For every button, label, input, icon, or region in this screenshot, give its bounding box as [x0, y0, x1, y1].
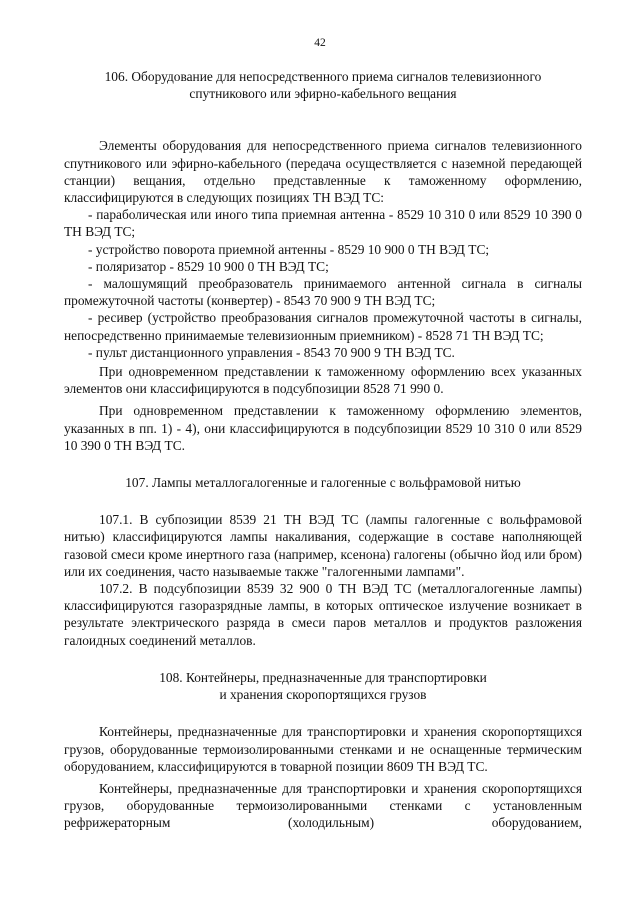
list-item: - ресивер (устройство преобразования сигналов промежуточной частоты в сигналы, непосредственно принимаемые телевизионным приемником) - 8528 71 ТН ВЭД ТС;	[64, 310, 582, 343]
paragraph: Контейнеры, предназначенные для транспортировки и хранения скоропортящихся грузов, оборудованные термоизолированными стенками и не оснащенные термическим оборудованием, классифицируются в товарной позиции 8609 ТН ВЭД ТС.	[64, 724, 582, 774]
list-item: - поляризатор - 8529 10 900 0 ТН ВЭД ТС;	[88, 258, 329, 274]
list-item: - малошумящий преобразователь принимаемого антенной сигнала в сигналы промежуточной частоты (конвертер) - 8543 70 900 9 ТН ВЭД ТС;	[64, 276, 582, 309]
list-item: - параболическая или иного типа приемная антенна - 8529 10 310 0 или 8529 10 390 0 ТН ВЭД ТС;	[64, 207, 582, 240]
paragraph: При одновременном представлении к таможенному оформлению элементов, указанных в пп. 1) - 4), они классифицируются в подсубпозиции 8529 10 310 0 или 8529 10 390 0 ТН ВЭД ТС.	[64, 403, 582, 453]
section-108	[64, 669, 582, 832]
paragraph: Контейнеры, предназначенные для транспортировки и хранения скоропортящихся грузов, оборудованные термоизолированными стенками с установленным рефрижераторным (холодильным) оборудованием,	[64, 780, 582, 831]
list-item: - пульт дистанционного управления - 8543 70 900 9 ТН ВЭД ТС.	[88, 344, 455, 360]
section-107	[64, 474, 582, 649]
section-106	[64, 68, 582, 454]
section-heading-line: и хранения скоропортящихся грузов	[219, 687, 427, 703]
document-body	[64, 68, 582, 832]
section-heading-line: спутникового или эфирно-кабельного вещания	[189, 86, 457, 102]
list-item: - устройство поворота приемной антенны - 8529 10 900 0 ТН ВЭД ТС;	[88, 241, 490, 257]
paragraph: При одновременном представлении к таможенному оформлению всех указанных элементов они классифицируются в подсубпозиции 8528 71 990 0.	[64, 364, 582, 397]
paragraph: 107.2. В подсубпозиции 8539 32 900 0 ТН ВЭД ТС (металлогалогенные лампы) классифицируются газоразрядные лампы, в которых оптическое излучение возникает в результате электрического разряда в смеси паров металлов и продуктов разложения галоидных соединений металлов.	[64, 581, 582, 648]
section-intro-paragraph: Элементы оборудования для непосредственного приема сигналов телевизионного спутникового или эфирно-кабельного (передача осуществляется с наземной передающей станции) вещания, отдельно представленные к таможенному оформлению, классифицируются в следующих позициях ТН ВЭД ТС:	[64, 138, 582, 206]
section-heading-line: 106. Оборудование для непосредственного приема сигналов телевизионного	[104, 69, 542, 84]
paragraph: 107.1. В субпозиции 8539 21 ТН ВЭД ТС (лампы галогенные с вольфрамовой нитью) классифицируются лампы накаливания, содержащие в составе наполняющей газовой смеси кроме инертного газа (например, ксенона) галогены (обычно йод или бром) или их соединения, часто называемые также "галогенными лампами".	[64, 512, 582, 579]
section-heading-line: 108. Контейнеры, предназначенные для транспортировки	[159, 669, 487, 685]
section-heading-line: 107. Лампы металлогалогенные и галогенные с вольфрамовой нитью	[125, 475, 521, 491]
page-number: 42	[314, 37, 326, 49]
